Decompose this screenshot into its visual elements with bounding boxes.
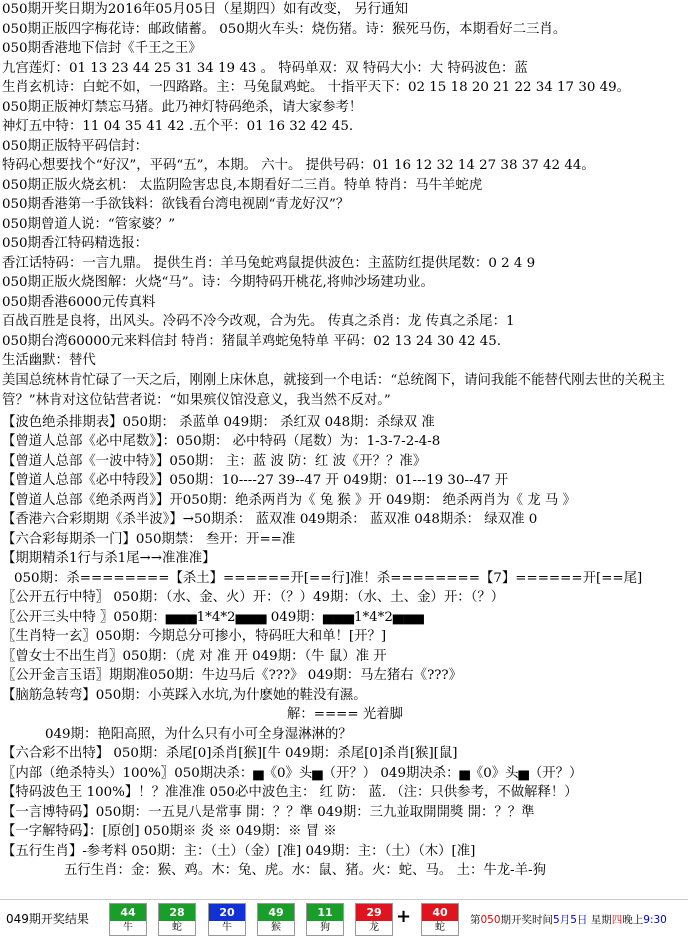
result-ball — [208, 903, 246, 936]
draw-time: 9:30 — [643, 914, 667, 926]
result-ball — [355, 903, 393, 936]
draw-result-bar — [0, 899, 688, 937]
text-line: 特码心想要找个“好汉”，平码“五”，本期。 六十。 提供号码：01 16 12 32 14 27 38 37 42 44。 — [2, 158, 595, 173]
ball-zodiac: 猴 — [258, 921, 294, 935]
draw-weekday: 四 — [611, 914, 623, 926]
ball-number: 20 — [209, 904, 245, 921]
text-line: 〖生肖特一玄〗050期：今期总分可掺小，特码旺大和单！[开？] — [2, 629, 387, 644]
text-line: 【香港六合彩期期《杀半波》】→50期杀： 蓝双准 049期杀： 蓝双准 048期杀： 绿双准 0 — [2, 512, 538, 527]
text-line: 049期：艳阳高照，为什么只有小可全身湿淋淋的？ — [45, 726, 352, 742]
text-line: 生活幽默：替代 — [2, 353, 96, 368]
text-line: 【曾道人总部《一波中特》】050期： 主：蓝 波 防：红 波《开？？准》 — [2, 453, 427, 469]
ball-number: 28 — [159, 904, 195, 921]
text-line: 050期正版火烧图解：火烧“马”。诗：今期特码开桃花,将帅沙场建功业。 — [2, 275, 434, 290]
text-line: 【六合彩每期杀一门】050期禁： 叁开：开==准 — [2, 531, 296, 547]
time-label: 晚上 — [622, 914, 644, 926]
text-line: 050期正版特平码信封： — [2, 138, 149, 154]
text-line: 【脑筋急转弯】050期：小英踩入水坑,为什麽她的鞋没有濕。 — [2, 687, 367, 703]
text-line: 050期正版四字梅花诗：邮政储蓄。 050期火车头：烧伤猪。诗：猴死马伤，本期看好二三肖。 — [2, 21, 567, 37]
ball-zodiac: 蛇 — [159, 921, 195, 935]
text-line: 〖公开金言玉语〗期期准050期：牛边马后《???》 049期：马左猪右《???》 — [2, 668, 462, 683]
result-ball — [109, 903, 147, 936]
ball-number: 49 — [258, 904, 294, 921]
text-line: 050期香港6000元传真料 — [2, 294, 156, 310]
text-line: 【波色绝杀排期表】050期： 杀蓝单 049期： 杀红双 048期：杀绿双 准 — [2, 414, 435, 430]
text-line: 【期期精杀1行与杀1尾→→准准准】 — [2, 551, 216, 566]
text-line: 050期：杀========【杀土】======开[==行]准！杀========【7】======开[==尾] — [14, 570, 643, 586]
text-line: 〖内部（绝杀特头）100%〗050期决杀：▅《0》头▅（开？） 049期决杀：▅《0》头▅（开？） — [2, 765, 583, 781]
text-line: 050期台湾60000元来料信封 特肖：猪鼠羊鸡蛇兔特单 平码：02 13 24 30 42 45. — [2, 333, 502, 349]
text-line: 050期正版神灯禁忘马猪。此乃神灯特码绝杀，请大家参考！ — [2, 99, 363, 115]
ball-zodiac: 蛇 — [422, 921, 458, 935]
text-line: 【五行生肖】-参考料 050期：主：（土）（金）[准] 049期：主：（土）（木）[准] — [2, 843, 476, 859]
text-line: 香江话特码：一言九鼎。 提供生肖：羊马兔蛇鸡鼠提供波色：主蓝防红提供尾数：0 2 4 9 — [2, 255, 536, 271]
text-line: 050期香港地下信封《千王之王》 — [2, 41, 202, 56]
text-line: 〖公开三头中特 〗050期：▅▅▅1*4*2▅▅▅ 049期：▅▅▅1*4*2▅▅▅ — [2, 609, 424, 625]
ball-zodiac: 龙 — [356, 921, 392, 935]
plus-sign: + — [396, 906, 412, 927]
draw-time-label: 期开奖时间 — [500, 914, 554, 926]
text-line: 【曾道人总部《必中特段》】050期：10----27 39--47 开 049期：01---19 30--47 开 — [2, 473, 509, 488]
text-line: 050期开奖日期为2016年05月05日（星期四）如有改变， 另行通知 — [2, 2, 408, 17]
special-ball — [421, 903, 459, 936]
draw-date: 5月5日 — [553, 914, 588, 926]
draw-number: 050 — [480, 914, 501, 926]
next-draw-info — [470, 912, 667, 927]
ball-number: 44 — [110, 904, 146, 921]
draw-prefix: 第 — [470, 914, 481, 926]
text-line: 神灯五中特：11 04 35 41 42 .五个平：01 16 32 42 45. — [2, 119, 354, 134]
text-line: 〖公开五行中特〗 050期：（水、金、火）开：（？）49期：（水、土、金）开：（？） — [2, 590, 505, 605]
text-line: 【六合彩不出特】 050期：杀尾[0]杀肖[猴][牛 049期：杀尾[0]杀肖[猴][鼠] — [2, 746, 458, 761]
ball-number: 29 — [356, 904, 392, 921]
text-line: 百战百胜是良将，出风头。冷码不冷今改观，合为先。 传真之杀肖：龙 传真之杀尾：1 — [2, 314, 515, 329]
ball-zodiac: 牛 — [209, 921, 245, 935]
text-line: 050期香江特码精选报： — [2, 236, 149, 251]
draw-result-label: 049期开奖结果 — [6, 912, 89, 926]
text-line: 【特码波色王 100%】！？准准准 050必中波色主： 红 防： 蓝. （注：只供参考，不做解释！） — [2, 785, 578, 800]
result-ball — [158, 903, 196, 936]
text-line: 050期正版火烧玄机： 太监阴险害忠良,本期看好二三肖。特单 特肖：马牛羊蛇虎 — [2, 177, 483, 193]
ball-zodiac: 牛 — [110, 921, 146, 935]
text-line: 解：==== 光着脚 — [286, 707, 404, 722]
weekday-label: 星期 — [590, 914, 612, 926]
text-line: 【一言博特码】050期：一五見八是常事 開：？？準 049期：三九並取開開獎 開：？？準 — [2, 804, 535, 820]
ball-number: 40 — [422, 904, 458, 921]
text-line: 生肖玄机诗：白蛇不如，一四路路。主：马兔鼠鸡蛇。 十指平天下：02 15 18 20 21 22 34 17 30 49。 — [2, 80, 631, 95]
text-line: 【曾道人总部《必中尾数》】：050期： 必中特码（尾数）为：1-3-7-2-4-8 — [2, 434, 441, 449]
text-line: 【一字解特码】：[原创] 050期※ 炎 ※ 049期：※ 冒 ※ — [2, 824, 337, 839]
text-line: 美国总统林肯忙碌了一天之后，刚刚上床休息，就接到一个电话：“总统阁下，请问我能不能替代刚去世的关税主管？”林肯对这位钻营者说：“如果殡仪馆没意义，我当然不反对。” — [2, 372, 665, 408]
text-line: 九宫莲灯：01 13 23 44 25 31 34 19 43 。 特码单双：双 特码大小：大 特码波色：蓝 — [2, 60, 528, 76]
text-line: 050期曾道人说：“管家婆？” — [2, 216, 176, 232]
result-ball — [257, 903, 295, 936]
text-line: 【曾道人总部《绝杀两肖》】开050期：绝杀两肖为《 兔 猴 》开 049期： 绝杀两肖为《 龙 马 》 — [2, 492, 576, 508]
result-ball — [306, 903, 344, 936]
text-line: 〖曾女士不出生肖〗050期：（虎 对 准 开 049期：（牛 鼠）准 开 — [2, 648, 387, 664]
ball-number: 11 — [307, 904, 343, 921]
text-line: 050期香港第一手欲钱料：欲钱看台湾电视剧“青龙好汉”？ — [2, 197, 350, 212]
ball-zodiac: 狗 — [307, 921, 343, 935]
text-line: 五行生肖：金：猴、鸡。木：兔、虎。水：鼠、猪。火：蛇、马。 土：牛龙-羊-狗 — [64, 863, 546, 878]
